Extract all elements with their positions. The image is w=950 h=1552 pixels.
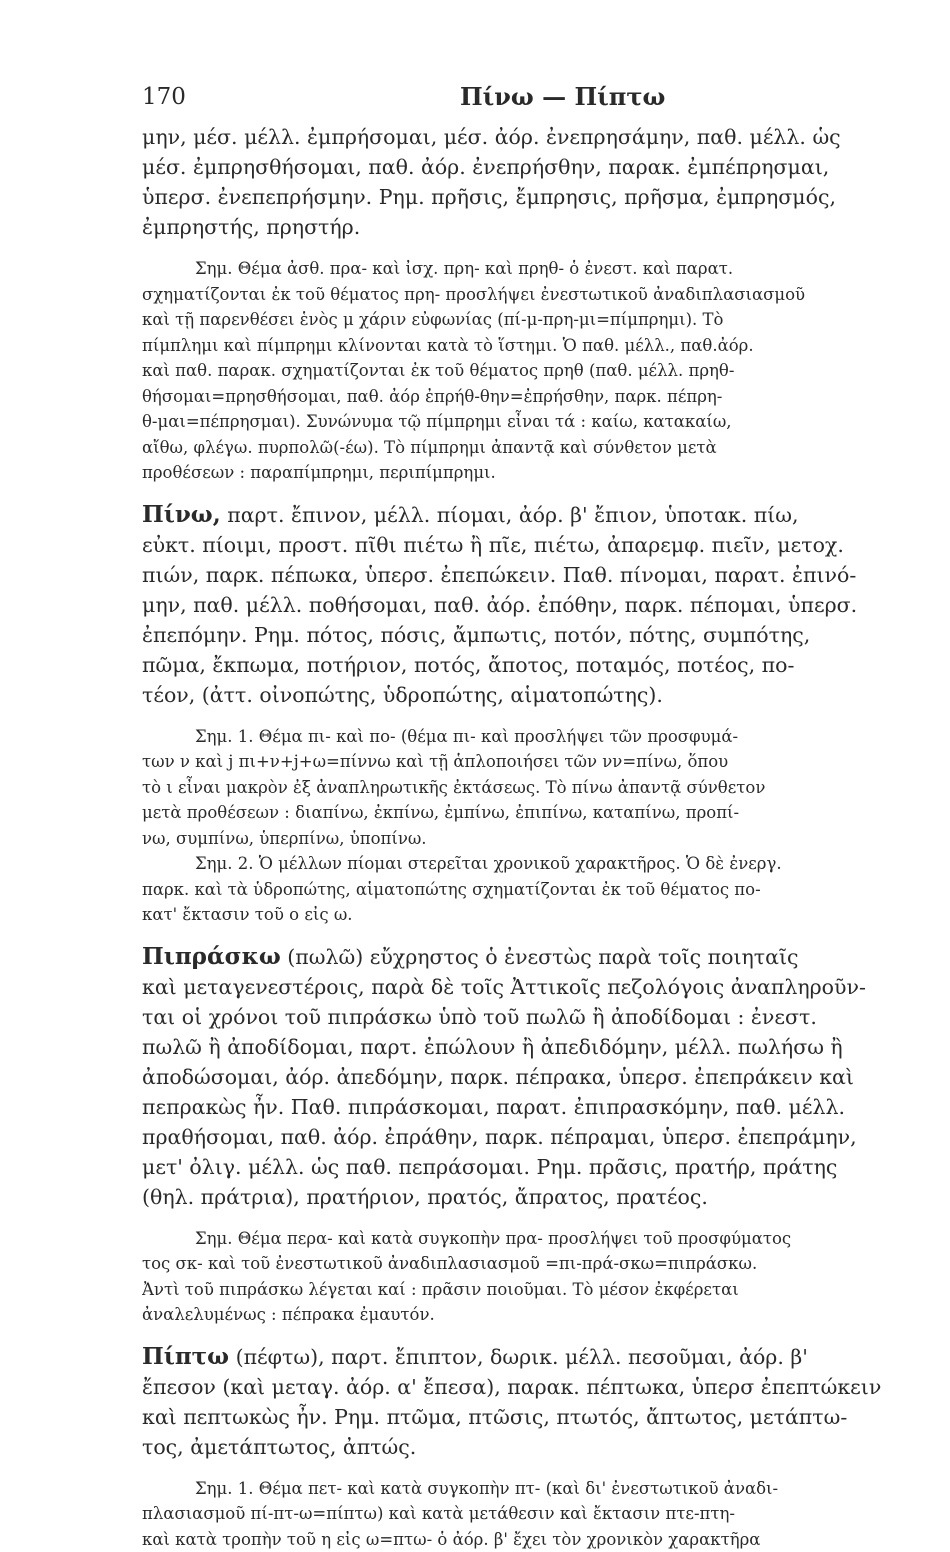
- line-text: ἀναλελυμένως : πέπρακα ἐμαυτόν.: [142, 1305, 435, 1324]
- text-line: [142, 877, 942, 903]
- text-line: [142, 1476, 942, 1502]
- text-line: [142, 1501, 942, 1527]
- entry-paragraph: [142, 500, 942, 710]
- text-line: [142, 333, 942, 359]
- text-line: [142, 1226, 942, 1252]
- text-line: [142, 1062, 942, 1092]
- text-line: [142, 358, 942, 384]
- page-number: 170: [142, 84, 186, 110]
- line-text: κατ' ἔκτασιν τοῦ ο εἰς ω.: [142, 905, 353, 924]
- line-text: εὐκτ. πίοιμι, προστ. πῖθι πιέτω ἢ πῖε, πιέτω, ἀπαρεμφ. πιεῖν, μετοχ.: [142, 533, 844, 557]
- page-content: [142, 122, 942, 1552]
- line-text: Σημ. 1. Θέμα πετ- καὶ κατὰ συγκοπὴν πτ- (καὶ δι' ἐνεστωτικοῦ ἀναδι-: [195, 1479, 778, 1498]
- line-text: Σημ. 1. Θέμα πι- καὶ πο- (θέμα πι- καὶ προσλήψει τῶν προσφυμά-: [195, 727, 738, 746]
- block-gap: [142, 242, 942, 256]
- line-text: τος σκ- καὶ τοῦ ἐνεστωτικοῦ ἀναδιπλασιασμοῦ =πι-πρά-σκω=πιπράσκω.: [142, 1254, 757, 1273]
- line-text: πιών, παρκ. πέπωκα, ὑπερσ. ἐπεπώκειν. Παθ. πίνομαι, παρατ. ἐπινό-: [142, 563, 856, 587]
- note-paragraph: [142, 1226, 942, 1328]
- line-text: πωλῶ ἢ ἀποδίδομαι, παρτ. ἐπώλουν ἢ ἀπεδιδόμην, μέλλ. πωλήσω ἢ: [142, 1035, 843, 1059]
- block-gap: [142, 1462, 942, 1476]
- line-text: μην, μέσ. μέλλ. ἐμπρήσομαι, μέσ. ἀόρ. ἐνεπρησάμην, παθ. μέλλ. ὡς: [142, 125, 841, 149]
- block-gap: [142, 928, 942, 942]
- text-line: [142, 1302, 942, 1328]
- block-gap: [142, 710, 942, 724]
- line-text: Ἀντὶ τοῦ πιπράσκω λέγεται καί : πρᾶσιν ποιοῦμαι. Τὸ μέσον ἐκφέρεται: [142, 1280, 739, 1299]
- text-line: [142, 560, 942, 590]
- line-text: (πέφτω), παρτ. ἔπιπτον, δωρικ. μέλλ. πεσοῦμαι, ἀόρ. β': [229, 1345, 808, 1369]
- text-line: [142, 1092, 942, 1122]
- line-text: παρκ. καὶ τὰ ὑδροπώτης, αἱματοπώτης σχηματίζονται ἐκ τοῦ θέματος πο-: [142, 880, 761, 899]
- text-line: [142, 620, 942, 650]
- line-text: μετὰ προθέσεων : διαπίνω, ἐκπίνω, ἐμπίνω, ἐπιπίνω, καταπίνω, προπί-: [142, 803, 739, 822]
- text-line: [142, 530, 942, 560]
- line-text: ἐμπρηστής, πρηστήρ.: [142, 215, 360, 239]
- line-text: (θηλ. πράτρια), πρατήριον, πρατός, ἄπρατος, πρατέος.: [142, 1185, 708, 1209]
- block-gap: [142, 486, 942, 500]
- line-text: ἐπεπόμην. Ρημ. πότος, πόσις, ἄμπωτις, ποτόν, πότης, συμπότης,: [142, 623, 810, 647]
- text-line: [142, 1251, 942, 1277]
- line-text: καὶ κατὰ τροπὴν τοῦ η εἰς ω=πτω- ὁ ἀόρ. β' ἔχει τὸν χρονικὸν χαρακτῆρα: [142, 1530, 760, 1549]
- headword: Πιπράσκω: [142, 943, 281, 970]
- text-line: [142, 775, 942, 801]
- line-text: σχηματίζονται ἐκ τοῦ θέματος πρη- προσλήψει ἐνεστωτικοῦ ἀναδιπλασιασμοῦ: [142, 285, 805, 304]
- text-line: [142, 650, 942, 680]
- line-text: ἔπεσον (καὶ μεταγ. ἀόρ. α' ἔπεσα), παρακ. πέπτωκα, ὑπερσ ἐπεπτώκειν: [142, 1375, 881, 1399]
- line-text: τος, ἀμετάπτωτος, ἀπτώς.: [142, 1435, 416, 1459]
- line-text: καὶ πεπτωκὼς ἦν. Ρημ. πτῶμα, πτῶσις, πτωτός, ἄπτωτος, μετάπτω-: [142, 1405, 847, 1429]
- line-text: καὶ μεταγενεστέροις, παρὰ δὲ τοῖς Ἀττικοῖς πεζολόγοις ἀναπληροῦν-: [142, 975, 866, 999]
- headword: Πίπτω: [142, 1343, 229, 1370]
- text-line: [142, 1372, 942, 1402]
- text-line: [142, 152, 942, 182]
- note-paragraph: [142, 256, 942, 486]
- text-line: [142, 800, 942, 826]
- text-line: [142, 724, 942, 750]
- entry-paragraph: [142, 122, 942, 242]
- text-line: [142, 1152, 942, 1182]
- text-line: [142, 590, 942, 620]
- line-text: πραθήσομαι, παθ. ἀόρ. ἐπράθην, παρκ. πέπραμαι, ὑπερσ. ἐπεπράμην,: [142, 1125, 857, 1149]
- text-line: [142, 212, 942, 242]
- line-text: προθέσεων : παραπίμπρημι, περιπίμπρημι.: [142, 463, 496, 482]
- text-line: [142, 1032, 942, 1062]
- line-text: μετ' ὀλιγ. μέλλ. ὡς παθ. πεπράσομαι. Ρημ. πρᾶσις, πρατήρ, πράτης: [142, 1155, 837, 1179]
- entry-paragraph: [142, 942, 942, 1212]
- text-line: [142, 384, 942, 410]
- line-text: πῶμα, ἔκπωμα, ποτήριον, ποτός, ἄποτος, ποταμός, ποτέος, πο-: [142, 653, 794, 677]
- text-line: [142, 256, 942, 282]
- text-line: [142, 680, 942, 710]
- note-paragraph: [142, 724, 942, 928]
- line-text: νω, συμπίνω, ὑπερπίνω, ὑποπίνω.: [142, 829, 427, 848]
- text-line: [142, 1182, 942, 1212]
- text-line: [142, 182, 942, 212]
- line-text: Σημ. 2. Ὁ μέλλων πίομαι στερεῖται χρονικοῦ χαρακτῆρος. Ὁ δὲ ἐνεργ.: [195, 854, 782, 873]
- text-line: [142, 972, 942, 1002]
- line-text: Σημ. Θέμα περα- καὶ κατὰ συγκοπὴν πρα- προσλήψει τοῦ προσφύματος: [195, 1229, 791, 1248]
- line-text: αἴθω, φλέγω. πυρπολῶ(-έω). Τὸ πίμπρημι ἀπαντᾷ καὶ σύνθετον μετὰ: [142, 438, 717, 457]
- note-paragraph: [142, 1476, 942, 1552]
- line-text: παρτ. ἔπινον, μέλλ. πίομαι, ἀόρ. β' ἔπιον, ὑποτακ. πίω,: [221, 503, 799, 527]
- line-text: Σημ. Θέμα ἀσθ. πρα- καὶ ἰσχ. πρη- καὶ πρηθ- ὁ ἐνεστ. καὶ παρατ.: [195, 259, 733, 278]
- text-line: [142, 1002, 942, 1032]
- text-line: [142, 1342, 942, 1372]
- line-text: πεπρακὼς ἦν. Παθ. πιπράσκομαι, παρατ. ἐπιπρασκόμην, παθ. μέλλ.: [142, 1095, 845, 1119]
- text-line: [142, 851, 942, 877]
- line-text: πλασιασμοῦ πί-πτ-ω=πίπτω) καὶ κατὰ μετάθεσιν καὶ ἔκτασιν πτε-πτη-: [142, 1504, 735, 1523]
- text-line: [142, 307, 942, 333]
- text-line: [142, 435, 942, 461]
- running-head: Πίνω — Πίπτω: [460, 82, 665, 111]
- text-line: [142, 1122, 942, 1152]
- line-text: μέσ. ἐμπρησθήσομαι, παθ. ἀόρ. ἐνεπρήσθην, παρακ. ἐμπέπρησμαι,: [142, 155, 829, 179]
- block-gap: [142, 1328, 942, 1342]
- line-text: μην, παθ. μέλλ. ποθήσομαι, παθ. ἀόρ. ἐπόθην, παρκ. πέπομαι, ὑπερσ.: [142, 593, 857, 617]
- text-line: [142, 1432, 942, 1462]
- line-text: πίμπλημι καὶ πίμπρημι κλίνονται κατὰ τὸ ἵστημι. Ὁ παθ. μέλλ., παθ.ἀόρ.: [142, 336, 754, 355]
- text-line: [142, 942, 942, 972]
- text-line: [142, 409, 942, 435]
- line-text: ὑπερσ. ἐνεπεπρήσμην. Ρημ. πρῆσις, ἔμπρησις, πρῆσμα, ἐμπρησμός,: [142, 185, 836, 209]
- text-line: [142, 902, 942, 928]
- text-line: [142, 500, 942, 530]
- line-text: θήσομαι=πρησθήσομαι, παθ. ἀόρ ἐπρήθ-θην=ἐπρήσθην, παρκ. πέπρη-: [142, 387, 722, 406]
- text-line: [142, 1277, 942, 1303]
- line-text: καὶ παθ. παρακ. σχηματίζονται ἐκ τοῦ θέματος πρηθ (παθ. μέλλ. πρηθ-: [142, 361, 734, 380]
- text-line: [142, 749, 942, 775]
- line-text: τέον, (ἀττ. οἰνοπώτης, ὑδροπώτης, αἱματοπώτης).: [142, 683, 663, 707]
- line-text: (πωλῶ) εὔχρηστος ὁ ἐνεστὼς παρὰ τοῖς ποιηταῖς: [281, 945, 799, 969]
- text-line: [142, 826, 942, 852]
- line-text: ται οἱ χρόνοι τοῦ πιπράσκω ὑπὸ τοῦ πωλῶ ἢ ἀποδίδομαι : ἐνεστ.: [142, 1005, 817, 1029]
- page-header: [142, 78, 942, 122]
- entry-paragraph: [142, 1342, 942, 1462]
- line-text: των ν καὶ j πι+ν+j+ω=πίννω καὶ τῇ ἁπλοποιήσει τῶν νν=πίνω, ὅπου: [142, 752, 728, 771]
- text-line: [142, 460, 942, 486]
- text-line: [142, 1402, 942, 1432]
- text-line: [142, 1527, 942, 1552]
- text-line: [142, 122, 942, 152]
- line-text: ἀποδώσομαι, ἀόρ. ἀπεδόμην, παρκ. πέπρακα, ὑπερσ. ἐπεπράκειν καὶ: [142, 1065, 854, 1089]
- headword: Πίνω,: [142, 501, 221, 528]
- text-line: [142, 282, 942, 308]
- line-text: θ-μαι=πέπρησμαι). Συνώνυμα τῷ πίμπρημι εἶναι τά : καίω, κατακαίω,: [142, 412, 732, 431]
- line-text: καὶ τῇ παρενθέσει ἑνὸς μ χάριν εὐφωνίας (πί-μ-πρη-μι=πίμπρημι). Τὸ: [142, 310, 723, 329]
- line-text: τὸ ι εἶναι μακρὸν ἐξ ἀναπληρωτικῆς ἐκτάσεως. Τὸ πίνω ἀπαντᾷ σύνθετον: [142, 778, 765, 797]
- block-gap: [142, 1212, 942, 1226]
